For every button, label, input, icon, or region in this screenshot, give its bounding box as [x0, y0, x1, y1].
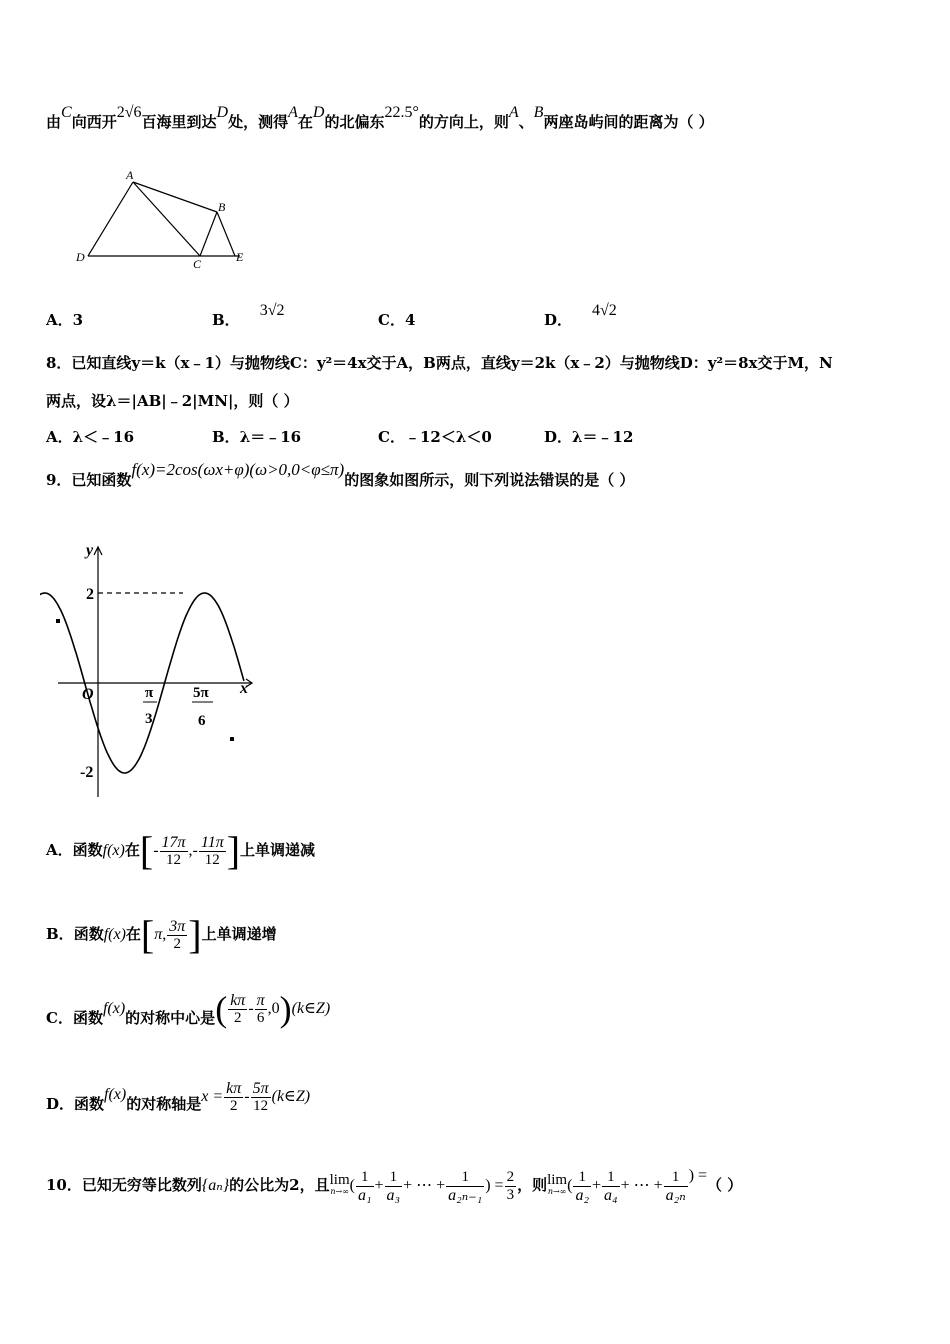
q8-option-b[interactable]: B．λ＝﹣16 — [212, 428, 302, 446]
graph-y-label: y — [86, 542, 94, 559]
q7-text: 由C向西开2√6百海里到达D处，测得A在D的北偏东22.5°的方向上，则A、B两座岛屿间的距离为（ ） — [46, 104, 714, 131]
q9-option-a[interactable]: A．函数f(x)在[- $\frac{17\pi}{12}$ ,- $\frac{11\pi}{12}$ ]上单调递减 — [46, 828, 316, 873]
q9-cosine-graph — [40, 535, 270, 805]
q8-line2: 两点，设λ＝|AB|﹣2|MN|，则（ ） — [46, 392, 299, 410]
q7-option-d[interactable]: D．4√2 — [544, 302, 617, 329]
graph-x1-num: π — [145, 685, 154, 701]
q8-option-c[interactable]: C．﹣12＜λ＜0 — [378, 428, 492, 446]
graph-x-label: x — [240, 680, 248, 697]
q10-stem: 10．已知无穷等比数列{aₙ}的公比为2，且 lim n→∞ ( $\frac{1}{\text{a₁}}$ + $\frac{1}{\text{a₃}}$ + ⋯ + $\frac{1}{\text{a₂ₙ₋₁}}$ ) = $\frac{2}{3}$ ，则 lim n→∞ ( $\frac{1}{\text{a₂}}$ + $\frac{1}{\text{a₄}}$ + ⋯ + $\frac{1}{\text{a₂ₙ}}$ ) =（ ） — [46, 1167, 743, 1204]
graph-y-min: -2 — [80, 764, 94, 781]
graph-x2-den: 6 — [198, 713, 206, 729]
q7-option-b[interactable]: B．3√2 — [212, 302, 285, 329]
q8-option-d[interactable]: D．λ＝﹣12 — [544, 428, 634, 446]
q9-option-c[interactable]: C．函数f(x)的对称中心是( $\frac{k\pi}{2}$ - $\frac{\pi}{6}$ ,0)(k∈Z) — [46, 989, 331, 1029]
graph-origin: O — [82, 686, 94, 703]
q9-option-b[interactable]: B．函数f(x)在[π, $\frac{3\pi}{2}$ ]上单调递增 — [46, 912, 277, 957]
q8-option-a[interactable]: A．λ＜﹣16 — [46, 428, 135, 446]
q9-stem: 9．已知函数f(x)=2cos(ωx+φ)(ω>0,0<φ≤π)的图象如图所示，则下列说法错误的是（ ） — [46, 460, 635, 489]
q9-option-d[interactable]: D．函数f(x)的对称轴是x = $\frac{k\pi}{2}$ - $\frac{5\pi}{12}$ (k∈Z) — [46, 1079, 311, 1114]
label-B: B — [218, 200, 226, 214]
graph-x2-num: 5π — [193, 685, 209, 701]
graph-y-max: 2 — [86, 586, 94, 603]
q7-triangle-figure — [70, 165, 260, 275]
label-C: C — [193, 257, 202, 271]
q7-option-a[interactable]: A．3 — [46, 311, 84, 329]
label-A: A — [126, 168, 134, 182]
q7-option-c[interactable]: C．4 — [378, 311, 416, 329]
label-D: D — [76, 250, 85, 264]
label-E: E — [236, 250, 244, 264]
q8-line1: 8．已知直线y＝k（x﹣1）与抛物线C：y²＝4x交于A，B两点，直线y＝2k（x﹣2）与抛物线D：y²＝8x交于M，N — [46, 354, 833, 372]
graph-x1-den: 3 — [145, 711, 153, 727]
